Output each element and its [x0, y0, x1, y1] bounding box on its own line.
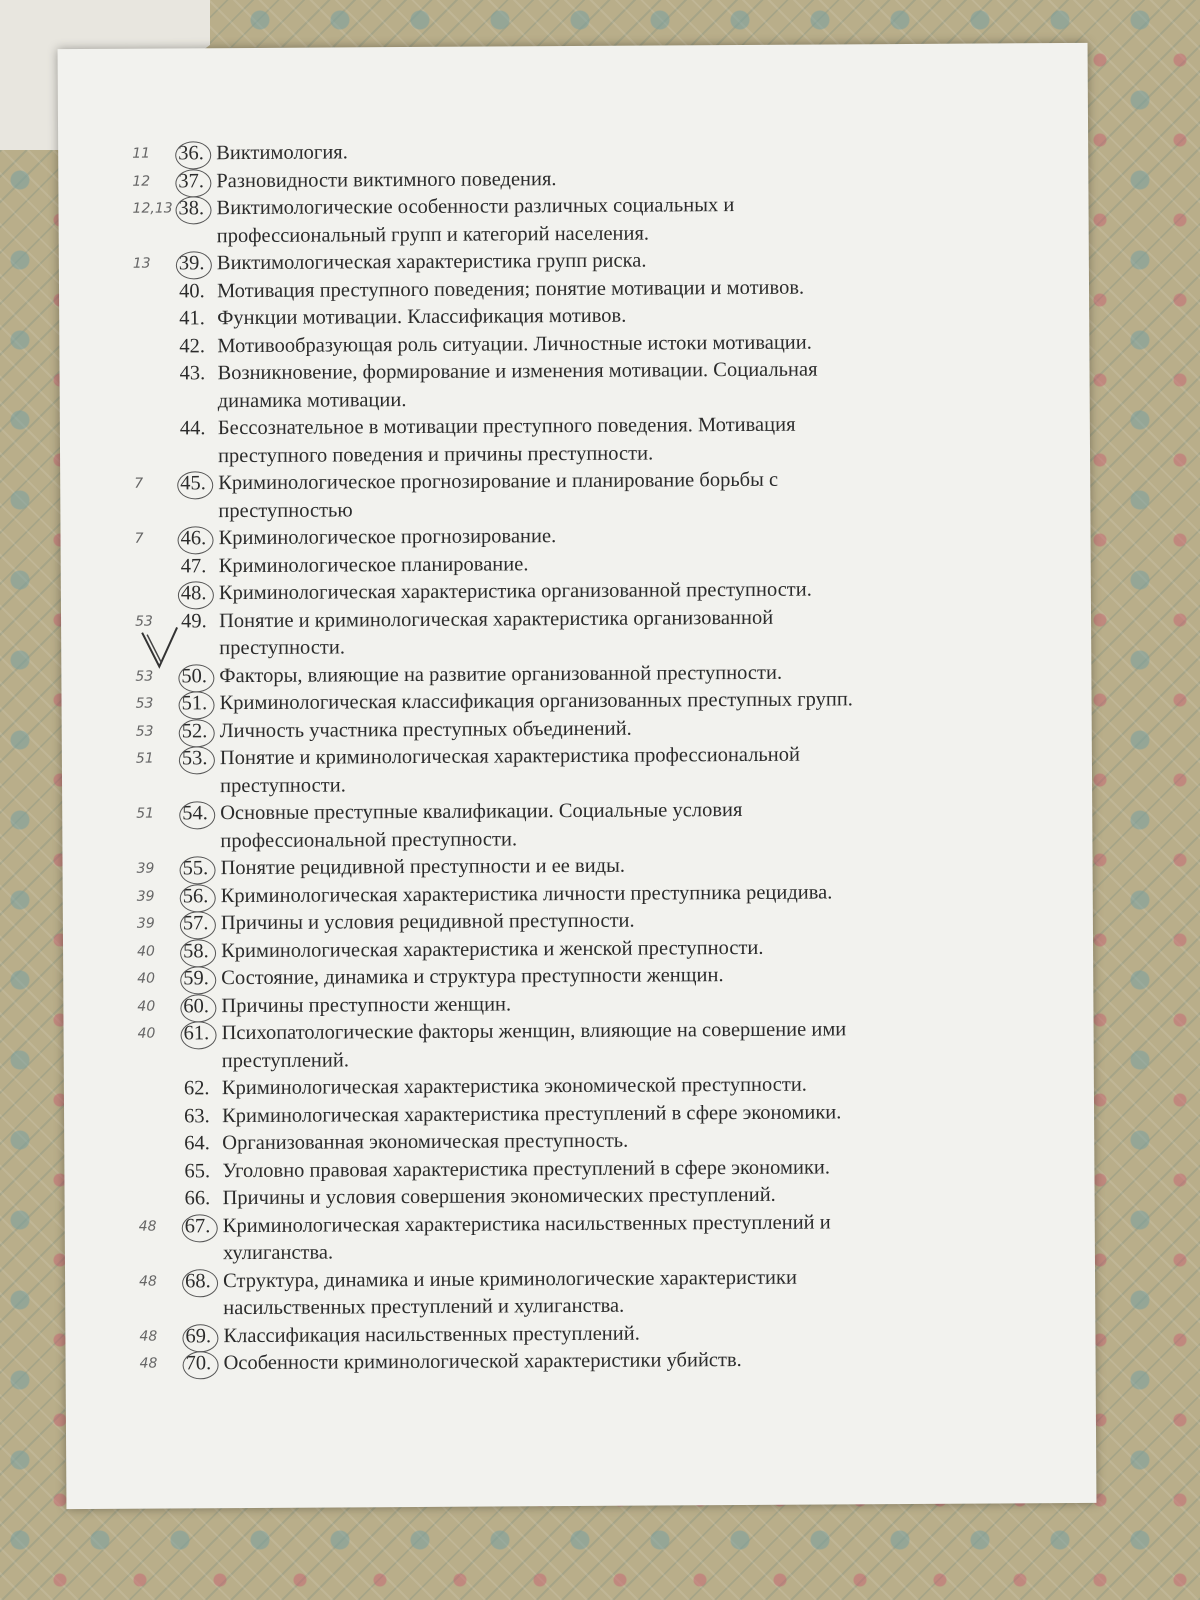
item-number: 50.	[181, 663, 219, 691]
item-number: 59.	[183, 965, 221, 993]
item-text: Виктимологические особенности различных социальных и	[216, 194, 735, 220]
item-number: 53.	[182, 745, 220, 773]
handwritten-note: 11	[132, 145, 151, 162]
item-text-continued: преступного поведения и причины преступности.	[217, 442, 654, 467]
item-number: 68.	[185, 1268, 223, 1296]
item-text-continued: насильственных преступлений и хулиганства.	[223, 1294, 625, 1320]
handwritten-note: 53	[135, 668, 154, 685]
item-number: 44.	[179, 417, 206, 440]
handwritten-note: 40	[137, 1025, 156, 1042]
item-number: 58.	[183, 938, 221, 966]
item-text: Криминологическое планирование.	[218, 552, 529, 577]
item-number: 61.	[183, 1020, 221, 1048]
item-number: 70.	[186, 1350, 224, 1378]
list-item	[139, 1345, 1096, 1378]
handwritten-note: 48	[139, 1273, 157, 1290]
item-text: Криминологическая характеристика экономической преступности.	[221, 1073, 807, 1100]
item-number: 36.	[178, 140, 216, 168]
item-number: 67.	[185, 1213, 223, 1241]
handwritten-note: 39	[136, 860, 155, 877]
list-item	[180, 410, 1090, 471]
handwritten-note: 48	[138, 1218, 157, 1235]
list-item	[137, 1015, 1093, 1076]
item-text: Криминологическое прогнозирование.	[218, 525, 557, 550]
handwritten-note: 7	[134, 475, 144, 492]
list-item	[134, 602, 1091, 663]
item-number: 57.	[183, 910, 221, 938]
item-number: 49.	[180, 609, 207, 632]
item-text-continued: преступности.	[219, 773, 346, 797]
item-number: 48.	[181, 580, 219, 608]
handwritten-note: 39	[136, 915, 155, 932]
handwritten-note: 13	[132, 255, 151, 272]
item-text: Понятие и криминологическая характеристика профессиональной	[219, 743, 801, 770]
item-text-continued: хулиганства.	[222, 1241, 334, 1265]
item-text: Уголовно правовая характеристика преступлений в сфере экономики.	[222, 1155, 831, 1182]
item-text: Криминологическое прогнозирование и планирование борьбы с	[218, 468, 779, 495]
item-number: 51.	[181, 690, 219, 718]
item-text: Криминологическая классификация организованных преступных групп.	[219, 688, 853, 715]
paper-sheet	[58, 43, 1097, 1509]
item-number: 41.	[179, 307, 205, 330]
item-text: Понятие рецидивной преступности и ее виды.	[220, 854, 626, 880]
list-item	[136, 795, 1092, 856]
item-text: Факторы, влияющие на развитие организованной преступности.	[219, 661, 783, 687]
item-text-continued: динамика мотивации.	[217, 388, 407, 412]
item-number: 63.	[184, 1104, 210, 1127]
item-text: Особенности криминологической характеристики убийств.	[223, 1349, 742, 1375]
item-text: Причины и условия совершения экономических преступлений.	[222, 1183, 776, 1210]
item-text: Состояние, динамика и структура преступности женщин.	[221, 964, 724, 990]
handwritten-note: 12,13	[132, 200, 173, 217]
item-number: 65.	[184, 1159, 211, 1182]
item-number: 66.	[184, 1187, 211, 1210]
item-text: Бессознательное в мотивации преступного поведения. Мотивация	[217, 413, 796, 440]
item-text: Виктимология.	[216, 141, 348, 165]
handwritten-note: 53	[135, 695, 154, 712]
item-number: 46.	[180, 525, 218, 553]
list-item	[132, 190, 1088, 251]
handwritten-note: 40	[137, 943, 155, 960]
item-number: 43.	[179, 362, 206, 385]
item-number: 37.	[178, 168, 216, 196]
item-number: 60.	[183, 993, 221, 1021]
item-text: Понятие и криминологическая характеристика организованной	[218, 606, 774, 632]
item-text: Разновидности виктимного поведения.	[216, 167, 557, 192]
item-text: Причины и условия рецидивной преступности.	[220, 909, 635, 935]
handwritten-note: 7	[134, 530, 144, 547]
item-text: Криминологическая характеристика преступлений в сфере экономики.	[222, 1100, 842, 1127]
handwritten-note: 51	[136, 805, 155, 822]
item-number: 54.	[182, 800, 220, 828]
item-text: Виктимологическая характеристика групп риска.	[216, 249, 647, 275]
handwritten-note: 48	[139, 1355, 158, 1372]
item-text-continued: преступлений.	[221, 1048, 350, 1072]
item-text: Криминологическая характеристика насильственных преступлений и	[222, 1210, 831, 1237]
item-text: Криминологическая характеристика и женской преступности.	[220, 936, 764, 962]
item-number: 42.	[179, 334, 206, 357]
item-number: 47.	[180, 554, 207, 577]
item-text: Мотивация преступного поведения; понятие мотивации и мотивов.	[216, 276, 805, 302]
item-number: 39.	[179, 250, 217, 278]
item-number: 69.	[185, 1323, 223, 1351]
list-item	[139, 1262, 1095, 1323]
item-text-continued: профессиональной преступности.	[220, 827, 518, 852]
handwritten-note: 40	[137, 970, 156, 987]
item-number: 64.	[184, 1132, 210, 1155]
item-number: 38.	[178, 195, 216, 223]
item-number: 56.	[183, 883, 221, 911]
item-number: 62.	[183, 1077, 210, 1100]
handwritten-note: 12	[132, 173, 151, 190]
item-text: Криминологическая характеристика организованной преступности.	[218, 578, 812, 605]
item-text: Возникновение, формирование и изменения мотивации. Социальная	[217, 358, 818, 385]
list-item	[134, 465, 1090, 526]
item-text: Основные преступные квалификации. Социальные условия	[220, 798, 743, 825]
handwritten-note: 53	[134, 613, 153, 630]
item-text: Структура, динамика и иные криминологические характеристики	[223, 1266, 797, 1292]
handwritten-note: 51	[135, 750, 154, 767]
item-text-continued: профессиональный групп и категорий населения.	[216, 222, 650, 247]
handwritten-note: 40	[137, 998, 156, 1015]
item-text: Функции мотивации. Классификация мотивов.	[217, 304, 627, 330]
item-text: Причины преступности женщин.	[221, 992, 512, 1017]
item-number: 40.	[178, 279, 205, 302]
item-number: 55.	[182, 855, 220, 883]
item-text: Организованная экономическая преступность.	[222, 1129, 629, 1155]
item-text-continued: преступностью	[218, 498, 353, 522]
list-item	[135, 740, 1092, 801]
item-text: Криминологическая характеристика личности преступника рецидива.	[220, 880, 833, 907]
item-text: Классификация насильственных преступлений.	[223, 1322, 640, 1347]
question-list	[132, 135, 1096, 1378]
handwritten-note: 53	[135, 723, 154, 740]
item-number: 45.	[180, 470, 218, 498]
item-text: Мотивообразующая роль ситуации. Личностные истоки мотивации.	[217, 331, 812, 357]
handwritten-note: 48	[139, 1328, 158, 1345]
item-text: Психопатологические факторы женщин, влияющие на совершение ими	[221, 1018, 847, 1045]
list-item	[179, 355, 1089, 416]
item-number: 52.	[182, 718, 220, 746]
item-text: Личность участника преступных объединений.	[219, 717, 632, 742]
item-text-continued: преступности.	[219, 636, 346, 660]
handwritten-note: 39	[136, 888, 155, 905]
list-item	[138, 1207, 1095, 1268]
